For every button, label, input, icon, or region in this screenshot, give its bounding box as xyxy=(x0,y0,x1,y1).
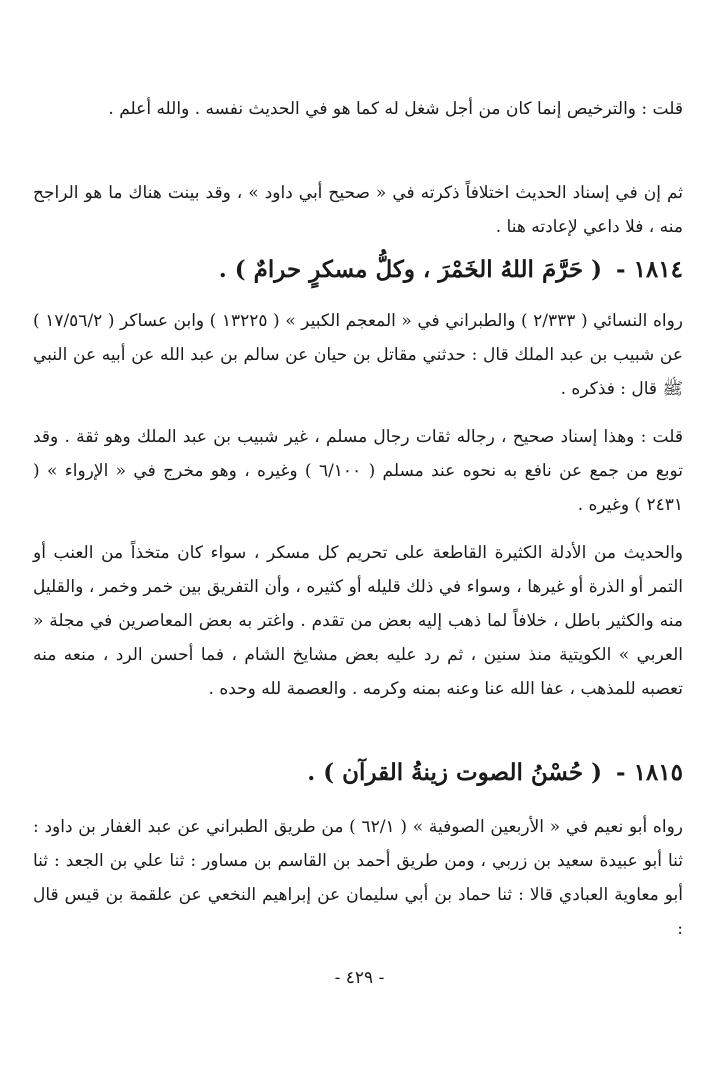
hadith-text: ( حُسْنُ الصوت زينةُ القرآن ) . xyxy=(307,759,602,786)
paragraph-3: رواه النسائي ( ٢/٣٣٣ ) والطبراني في « المعجم الكبير » ( ١٣٢٢٥ ) وابن عساكر ( ١٧/٥٦/٢ ) عن شبيب بن عبد الملك قال : حدثني مقاتل بن حيان عن سالم بن عبد الله عن أبيه عن النبي ﷺ قال : فذكره . xyxy=(33,311,684,399)
hadith-number: ١٨١٥ - xyxy=(616,759,683,786)
hadith-heading-1815 xyxy=(33,756,683,790)
hadith-heading-1814 xyxy=(33,253,683,287)
hadith-text: ( حَرَّمَ اللهُ الخَمْرَ ، وكلُّ مسكرٍ حرامٌ ) . xyxy=(218,256,602,283)
paragraph-5: والحديث من الأدلة الكثيرة القاطعة على تحريم كل مسكر ، سواء كان متخذاً من العنب أو التمر أو الذرة أو غيرها ، وسواء في ذلك قليله أو كثيره ، وأن التفريق بين خمر وخمر ، والقليل منه والكثير باطل ، خلافاً لما ذهب إليه بعض من تقدم . واغتر به بعض المعاصرين في مجلة « العربي » الكويتية منذ سنين ، ثم رد عليه بعض مشايخ الشام ، فما أحسن الرد ، منعه منه تعصبه للمذهب ، عفا الله عنا وعنه بمنه وكرمه . والعصمة لله وحده . xyxy=(33,543,683,699)
paragraph-1: قلت : والترخيص إنما كان من أجل شغل له كما هو في الحديث نفسه . والله أعلم . xyxy=(108,99,683,119)
paragraph-4: قلت : وهذا إسناد صحيح ، رجاله ثقات رجال مسلم ، غير شبيب بن عبد الملك وهو ثقة . وقد توبع من جمع عن نافع به نحوه عند مسلم ( ٦/١٠٠ ) وغيره ، وهو مخرج في « الإرواء » ( ٢٤٣١ ) وغيره . xyxy=(33,427,683,515)
hadith-number: ١٨١٤ - xyxy=(616,256,683,283)
paragraph-2: ثم إن في إسناد الحديث اختلافاً ذكرته في « صحيح أبي داود » ، وقد بينت هناك ما هو الراجح منه ، فلا داعي لإعادته هنا . xyxy=(33,183,683,237)
page-number: - ٤٢٩ - xyxy=(334,968,385,988)
paragraph-6: رواه أبو نعيم في « الأربعين الصوفية » ( ٦٢/١ ) من طريق الطبراني عن عبد الغفار بن داود : ثنا أبو عبيدة سعيد بن زربي ، ومن طريق أحمد بن القاسم بن مساور : ثنا علي بن الجعد : ثنا أبو معاوية العبادي قالا : ثنا حماد بن أبي سليمان عن إبراهيم النخعي عن علقمة بن قيس قال : xyxy=(33,817,683,939)
